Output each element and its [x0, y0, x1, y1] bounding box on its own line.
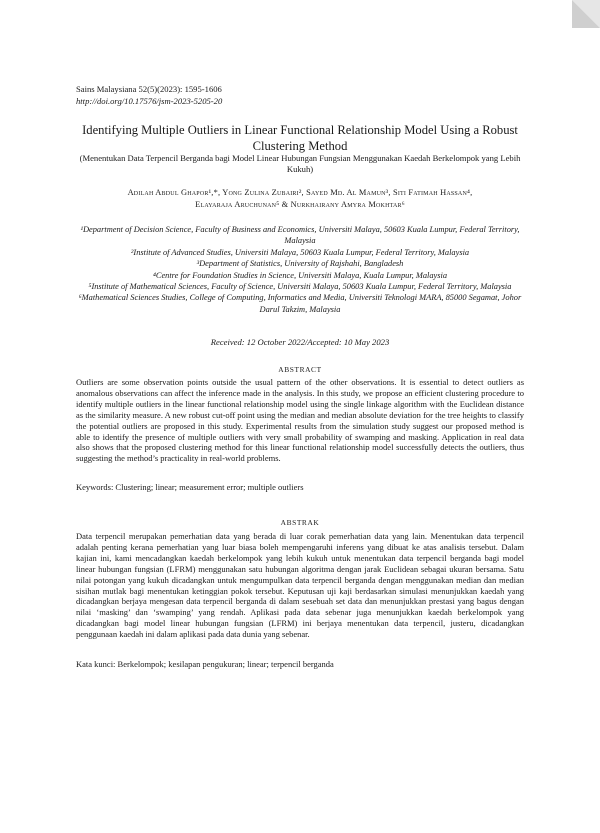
keywords: Keywords: Clustering; linear; measurement error; multiple outliers	[76, 482, 304, 492]
doi-link[interactable]: http://doi.org/10.17576/jsm-2023-5205-20	[76, 96, 223, 106]
page-corner-fold	[572, 0, 600, 28]
paper-title: Identifying Multiple Outliers in Linear Functional Relationship Model Using a Robust Clustering Method	[82, 123, 518, 153]
abstrak-heading: ABSTRAK	[280, 518, 320, 527]
affiliation-5: ⁵Institute of Mathematical Sciences, Faculty of Science, Universiti Malaya, 50603 Kuala Lumpur, Federal Territory, Malaysia	[88, 282, 512, 292]
authors-line-1: Adilah Abdul Ghapor¹,*, Yong Zulina Zubairi², Sayed Md. Al Mamun³, Siti Fatimah Hassan⁴,	[127, 188, 473, 197]
affiliation-4: ⁴Centre for Foundation Studies in Science, Universiti Malaya, Kuala Lumpur, Malaysia	[152, 270, 448, 280]
authors-line-2: Elayaraja Aruchunan⁵ & Nurkhairany Amyra Mokhtar⁶	[195, 200, 405, 209]
affiliation-2: ²Institute of Advanced Studies, Universiti Malaya, 50603 Kuala Lumpur, Federal Territory, Malaysia	[130, 247, 470, 257]
author-list	[60, 187, 540, 211]
received-accepted-dates: Received: 12 October 2022/Accepted: 10 May 2023	[210, 337, 390, 347]
affiliation-6: ⁶Mathematical Sciences Studies, College of Computing, Informatics and Media, Universiti Teknologi MARA, 85000 Segamat, Johor Darul Takzim, Malaysia	[78, 293, 522, 314]
journal-citation: Sains Malaysiana 52(5)(2023): 1595-1606	[76, 84, 222, 94]
journal-header	[76, 83, 222, 107]
abstract-heading: ABSTRACT	[278, 365, 322, 374]
affiliation-3: ³Department of Statistics, University of Rajshahi, Bangladesh	[196, 259, 404, 269]
abstrak-body: Data terpencil merupakan pemerhatian data yang berada di luar corak pemerhatian data yang lain. Menentukan data terpencil adalah penting kerana pemerhatian yang luar biasa boleh mempengaruhi inferens yang dibuat ke atas analisis tersebut. Dalam kajian ini, kami mencadangkan kaedah berkelompok yang lebih kukuh untuk menentukan data terpencil berganda bagi model linear hubungan fungsian (LFRM) menggunakan satu hubungan algoritma dengan jarak Euclidean sebagai ukuran bersama. Satu nilai potongan yang kukuh dicadangkan untuk mengumpulkan data terpencil berganda dengan menggunakan median dan median sisihan mutlak bagi menentukan ketinggian pokok tersebut. Keputusan uji kaji berdasarkan simulasi menunjukkan kaedah yang dicadangkan berjaya mengesan data terpencil berganda di dalam sesebuah set data dan menunjukkan prestasi yang bagus dengan nilai ‘masking’ dan ‘swamping’ yang rendah. Aplikasi pada data sebenar juga menunjukkan kaedah berkelompok yang dicadangkan bagi model linear hubungan fungsian (LFRM) ini berjaya menentukan data terpencil, justeru, dicadangkan penggunaan kaedah ini dalam aplikasi pada data dunia yang sebenar.	[76, 531, 524, 640]
affiliation-1: ¹Department of Decision Science, Faculty of Business and Economics, Universiti Malaya, 50603 Kuala Lumpur, Federal Territory, Malaysia	[80, 225, 520, 246]
affiliations	[70, 224, 530, 315]
abstract-body: Outliers are some observation points outside the usual pattern of the other observations. It is essential to detect outliers as anomalous observations can affect the inference made in the analysis. In this study, we propose an efficient clustering procedure to identify multiple outliers in the linear functional relationship model using the single linkage algorithm with the Euclidean distance as the similarity measure. A new robust cut-off point using the median and median absolute deviation for the tree heights to classify the potential outliers are proposed in this study. Experimental results from the simulation study suggest our proposed method is able to identify the presence of multiple outliers with very small probability of swamping and masking. Application in real data also shows that the proposed clustering method for this linear functional relationship model successfully detects the outliers, thus suggesting the method’s practicality in real-world problems.	[76, 377, 524, 464]
kata-kunci: Kata kunci: Berkelompok; kesilapan pengukuran; linear; terpencil berganda	[76, 659, 334, 669]
paper-subtitle: (Menentukan Data Terpencil Berganda bagi Model Linear Hubungan Fungsian Menggunakan Kaedah Berkelompok yang Lebih Kukuh)	[79, 153, 521, 174]
